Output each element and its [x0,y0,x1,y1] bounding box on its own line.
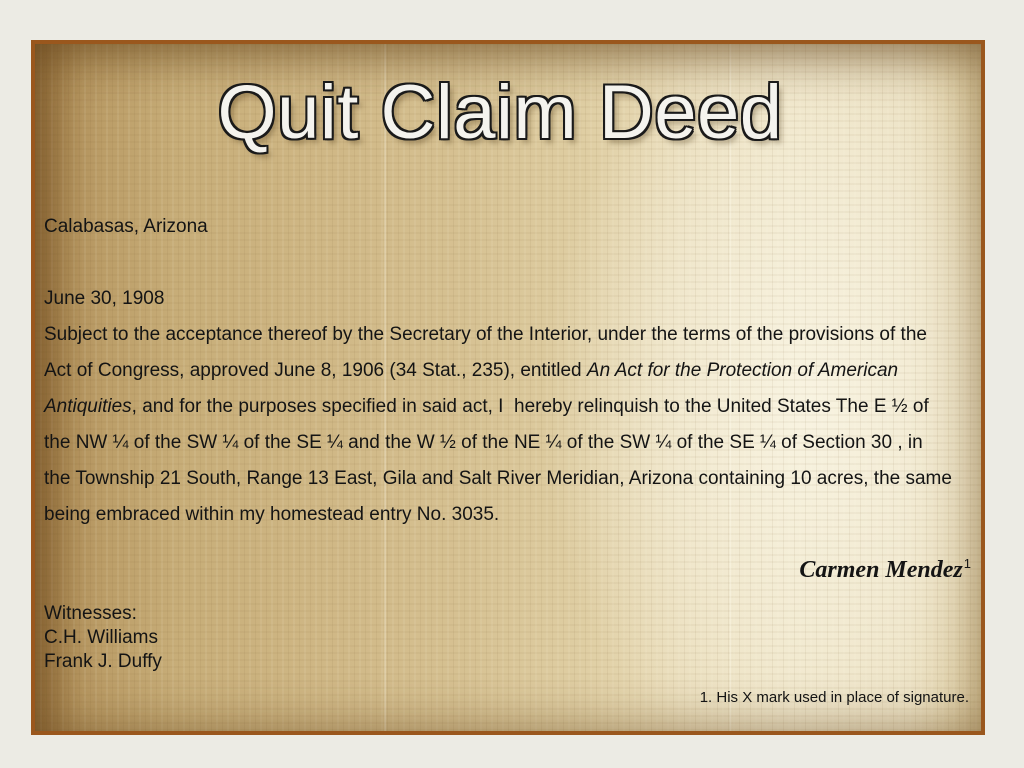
deed-body-line [44,461,952,497]
deed-body-text: being embraced within my homestead entry No. 3035. [44,504,500,525]
witnesses-block [44,602,162,674]
footnote: 1. His X mark used in place of signature. [699,689,969,706]
deed-body-line [44,353,952,389]
deed-body [44,317,952,533]
witness-name: C.H. Williams [44,627,158,648]
parchment-frame [31,40,985,735]
signature: Carmen Mendez [799,557,963,583]
deed-text [44,209,952,533]
deed-body-text: Subject to the acceptance thereof by the Secretary of the Interior, under the terms of the provisions of the [44,324,927,345]
slide-title: Quit Claim Deed [217,70,783,155]
deed-body-text: Act of Congress, approved June 8, 1906 (34 Stat., 235), entitled [44,360,587,381]
deed-place: Calabasas, Arizona [44,216,208,237]
deed-body-text: the Township 21 South, Range 13 East, Gila and Salt River Meridian, Arizona containing 10 acres, the same [44,468,952,489]
act-title-text: An Act for the Protection of American [586,360,899,381]
witness-name: Frank J. Duffy [44,651,162,672]
deed-body-line [44,425,952,461]
deed-body-line [44,317,952,353]
signature-block [799,555,971,585]
act-title-text: Antiquities [44,396,132,417]
witnesses-label: Witnesses: [44,603,137,624]
footnote-ref: 1 [963,556,971,571]
deed-body-line [44,389,952,425]
deed-body-text: the NW ¼ of the SW ¼ of the SE ¼ and the W ½ of the NE ¼ of the SW ¼ of the SE ¼ of Section 30 , in [44,432,923,453]
deed-date: June 30, 1908 [44,288,165,309]
deed-body-text: , and for the purposes specified in said act, I hereby relinquish to the United States The E ½ of [131,396,929,417]
deed-body-line [44,497,952,533]
